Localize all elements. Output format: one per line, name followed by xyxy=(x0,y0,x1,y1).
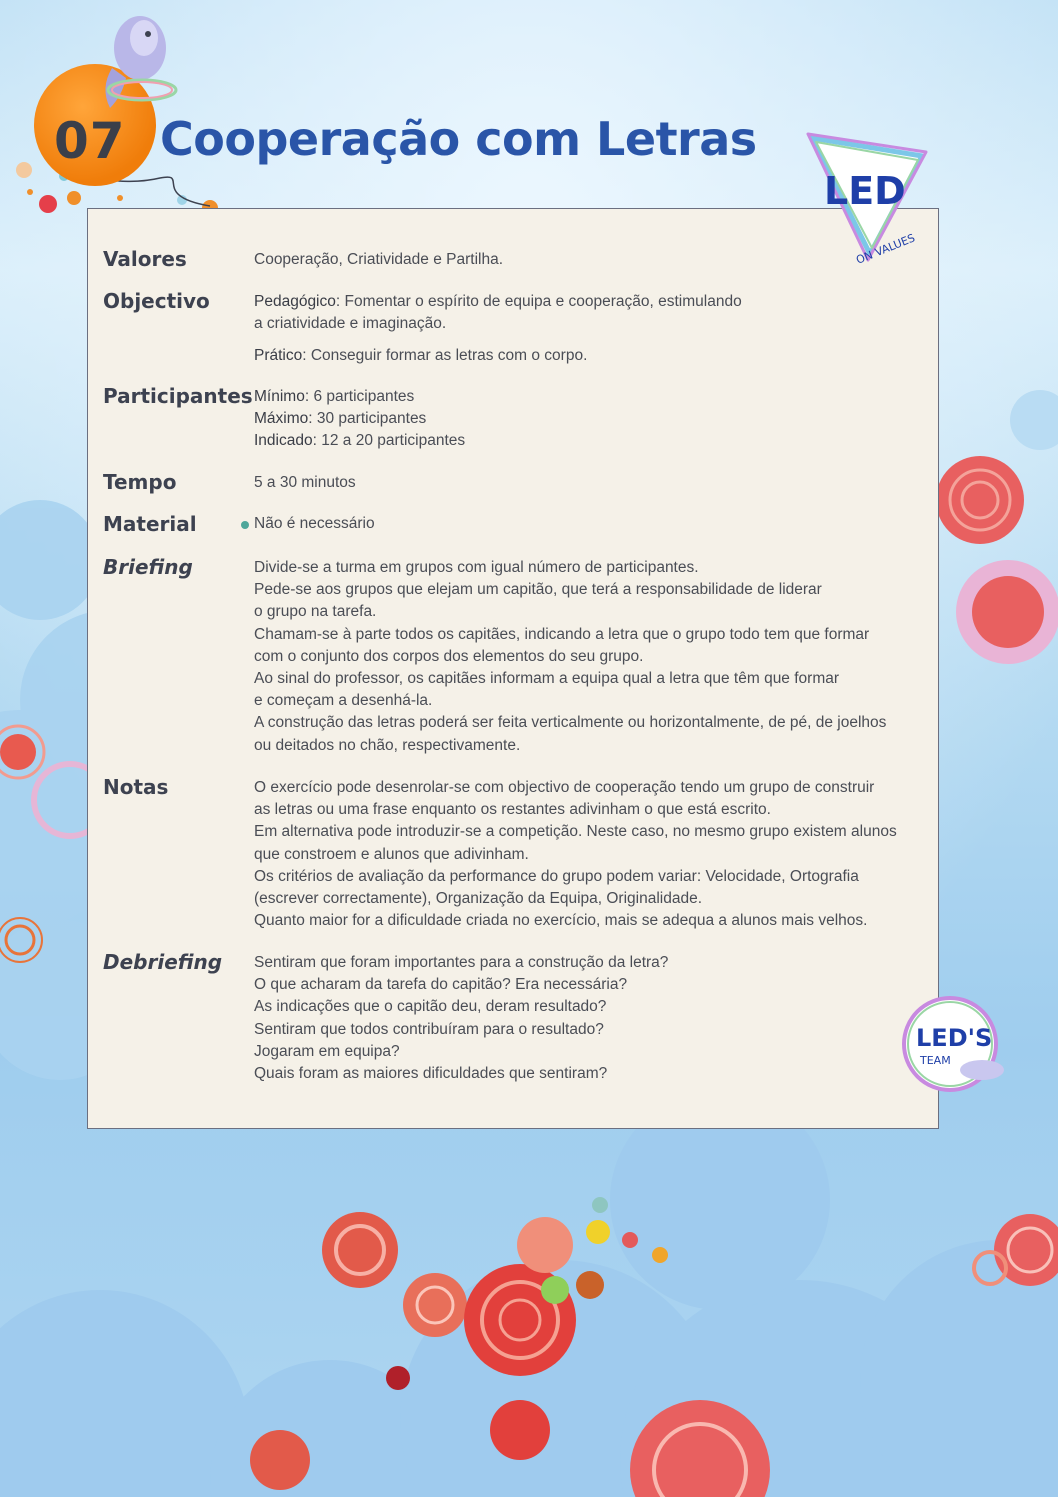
tempo-text: 5 a 30 minutos xyxy=(254,474,356,491)
debriefing-content xyxy=(254,952,924,1085)
briefing-line: A construção das letras poderá ser feita verticalmente ou horizontalmente, de pé, de joelhos xyxy=(254,714,887,732)
debriefing-line: Quais foram as maiores dificuldades que sentiram? xyxy=(254,1065,608,1083)
briefing-line: o grupo na tarefa. xyxy=(254,603,377,621)
briefing-line: Divide-se a turma em grupos com igual número de participantes. xyxy=(254,559,699,576)
teams-logo-text: LED'S xyxy=(916,1024,993,1052)
bullet-icon xyxy=(241,521,249,529)
pratico-lead: Prático xyxy=(254,347,303,365)
dolphin-mascot-icon xyxy=(92,8,182,118)
valores-text: Cooperação, Criatividade e Partilha. xyxy=(254,251,503,268)
maximo-lead: Máximo xyxy=(254,410,309,428)
briefing-line: ou deitados no chão, respectivamente. xyxy=(254,736,521,754)
notas-line: O exercício pode desenrolar-se com objectivo de cooperação tendo um grupo de construir xyxy=(254,779,875,796)
pedagogico-line-1: : Fomentar o espírito de equipa e cooperação, estimulando xyxy=(335,293,742,310)
objectivo-label: Objectivo xyxy=(103,289,210,313)
pratico-text: : Conseguir formar as letras com o corpo. xyxy=(302,347,588,365)
material-label: Material xyxy=(103,512,197,536)
objectivo-content xyxy=(254,291,924,368)
valores-label: Valores xyxy=(103,247,187,271)
notas-line: Quanto maior for a dificuldade criada no exercício, mais se adequa a alunos mais velhos. xyxy=(254,912,868,930)
dolphin-icon xyxy=(960,1060,1004,1080)
activity-card xyxy=(87,208,939,1129)
briefing-line: Ao sinal do professor, os capitães informam a equipa qual a letra que têm que formar xyxy=(254,670,840,688)
notas-content xyxy=(254,777,924,932)
led-logo-subtext: ON VALUES xyxy=(854,231,917,267)
minimo-text: : 6 participantes xyxy=(304,388,415,405)
page-title: Cooperação com Letras xyxy=(160,112,757,166)
notas-line: (escrever correctamente), Organização da Equipa, Originalidade. xyxy=(254,890,703,908)
briefing-line: Chamam-se à parte todos os capitães, indicando a letra que o grupo todo tem que formar xyxy=(254,625,870,643)
participantes-label: Participantes xyxy=(103,384,253,408)
briefing-line: com o conjunto dos corpos dos elementos do seu grupo. xyxy=(254,647,644,665)
notas-line: que constroem e alunos que adivinham. xyxy=(254,845,529,863)
debriefing-line: O que acharam da tarefa do capitão? Era necessária? xyxy=(254,976,628,994)
indicado-text: : 12 a 20 participantes xyxy=(312,432,466,450)
notas-label: Notas xyxy=(103,775,169,799)
debriefing-label: Debriefing xyxy=(103,950,223,974)
material-text: Não é necessário xyxy=(254,515,375,532)
teams-logo-subtext: TEAM xyxy=(920,1054,951,1067)
indicado-lead: Indicado xyxy=(254,432,313,450)
maximo-text: : 30 participantes xyxy=(308,410,427,428)
participantes-content xyxy=(254,386,924,453)
tempo-label: Tempo xyxy=(103,470,177,494)
activity-number: 07 xyxy=(54,112,126,170)
briefing-line: Pede-se aos grupos que elejam um capitão, que terá a responsabilidade de liderar xyxy=(254,581,822,599)
tempo-content xyxy=(254,472,924,494)
briefing-line: e começam a desenhá-la. xyxy=(254,692,433,710)
notas-line: Os critérios de avaliação da performance do grupo podem variar: Velocidade, Ortografia xyxy=(254,867,859,885)
briefing-label: Briefing xyxy=(103,555,193,579)
notas-line: as letras ou uma frase enquanto os restantes adivinham o que está escrito. xyxy=(254,801,771,819)
debriefing-line: As indicações que o capitão deu, deram resultado? xyxy=(254,998,607,1016)
leds-team-logo xyxy=(898,994,1010,1094)
minimo-lead: Mínimo xyxy=(254,388,305,405)
led-on-values-logo xyxy=(800,126,936,276)
material-content xyxy=(254,513,924,535)
briefing-content xyxy=(254,557,924,757)
notas-line: Em alternativa pode introduzir-se a competição. Neste caso, no mesmo grupo existem alunos xyxy=(254,823,897,841)
debriefing-line: Sentiram que todos contribuíram para o resultado? xyxy=(254,1020,604,1038)
pedagogico-line-2: a criatividade e imaginação. xyxy=(254,315,447,333)
debriefing-line: Sentiram que foram importantes para a construção da letra? xyxy=(254,954,669,971)
debriefing-line: Jogaram em equipa? xyxy=(254,1042,400,1060)
led-logo-text: LED xyxy=(824,169,906,213)
pedagogico-lead: Pedagógico xyxy=(254,293,336,310)
